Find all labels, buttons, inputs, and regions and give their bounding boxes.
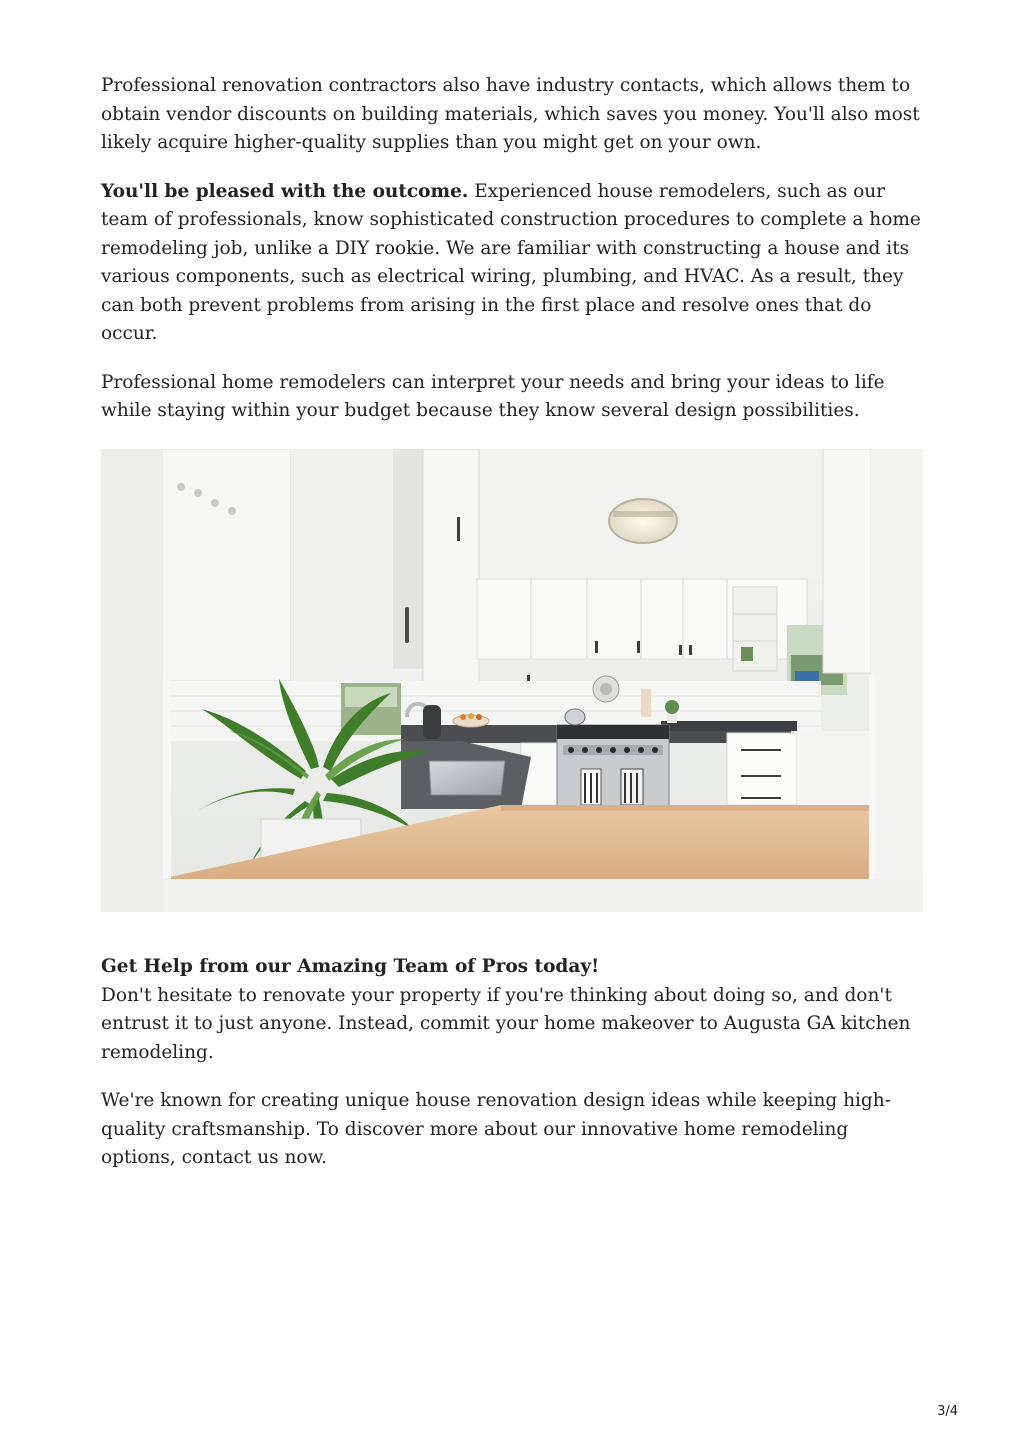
paragraph-outcome	[101, 178, 923, 349]
paragraph-outcome-lead: You'll be pleased with the outcome.	[101, 180, 469, 202]
paragraph-contact-us: We're known for creating unique house renovation design ideas while keeping high-quality craftsmanship. To discover more about our innovative home remodeling options, contact us now.	[101, 1090, 891, 1168]
kitchen-photo-illustration	[101, 449, 923, 912]
section-heading: Get Help from our Amazing Team of Pros today!	[101, 956, 600, 977]
article-body-top	[101, 72, 923, 426]
kitchen-photo	[101, 449, 923, 912]
paragraph-dont-hesitate: Don't hesitate to renovate your property if you're thinking about doing so, and don't entrust it to just anyone. Instead, commit your home makeover to Augusta GA kitchen remodeling.	[101, 984, 911, 1063]
paragraph-design-possibilities: Professional home remodelers can interpret your needs and bring your ideas to life while staying within your budget because they know several design possibilities.	[101, 371, 885, 421]
call-to-action-section	[101, 953, 923, 1173]
paragraph-outcome-body: Experienced house remodelers, such as our team of professionals, know sophisticated construction procedures to complete a home remodeling job, unlike a DIY rookie. We are familiar with constructing a house and its various components, such as electrical wiring, plumbing, and HVAC. As a result, they can both prevent problems from arising in the first place and resolve ones that do occur.	[101, 180, 921, 344]
paragraph-vendor-discounts: Professional renovation contractors also have industry contacts, which allows them to obtain vendor discounts on building materials, which saves you money. You'll also most likely acquire higher-quality supplies than you might get on your own.	[101, 75, 920, 153]
page-number: 3/4	[937, 1404, 958, 1419]
